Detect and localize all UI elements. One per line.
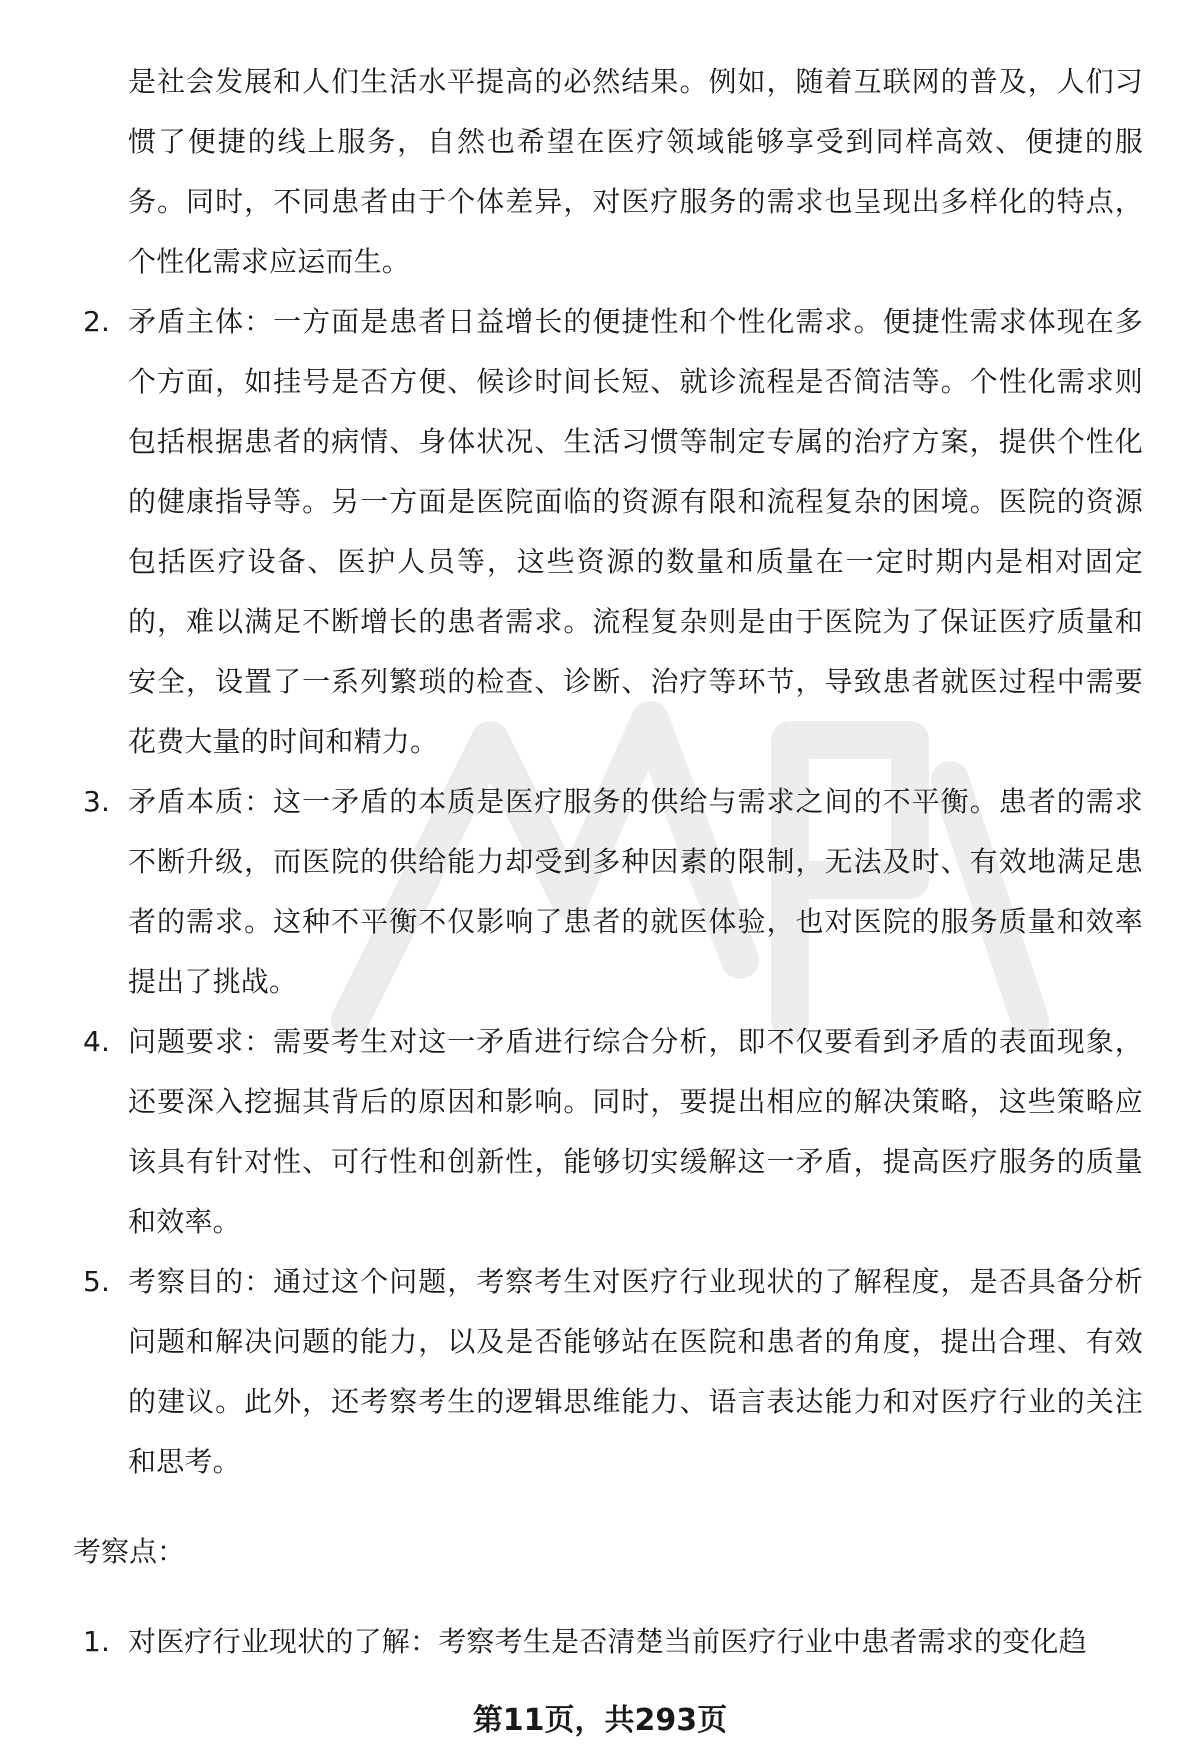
list-item <box>76 1012 1143 1252</box>
page-content <box>73 52 1156 1672</box>
list-item <box>76 772 1143 1012</box>
list-item-text: 考察目的：通过这个问题，考察考生对医疗行业现状的了解程度，是否具备分析问题和解决问题的能力，以及是否能够站在医院和患者的角度，提出合理、有效的建议。此外，还考察考生的逻辑思维能力、语言表达能力和对医疗行业的关注和思考。 <box>128 1265 1143 1478</box>
list-item-text: 矛盾本质：这一矛盾的本质是医疗服务的供给与需求之间的不平衡。患者的需求不断升级，而医院的供给能力却受到多种因素的限制，无法及时、有效地满足患者的需求。这种不平衡不仅影响了患者的就医体验，也对医院的服务质量和效率提出了挑战。 <box>128 785 1143 998</box>
list-item-number: 5. <box>83 1265 111 1298</box>
numbered-list <box>76 292 1156 1492</box>
list-item-number: 1. <box>83 1625 111 1658</box>
list-item-text: 矛盾主体：一方面是患者日益增长的便捷性和个性化需求。便捷性需求体现在多个方面，如挂号是否方便、候诊时间长短、就诊流程是否简洁等。个性化需求则包括根据患者的病情、身体状况、生活习惯等制定专属的治疗方案，提供个性化的健康指导等。另一方面是医院面临的资源有限和流程复杂的困境。医院的资源包括医疗设备、医护人员等，这些资源的数量和质量在一定时期内是相对固定的，难以满足不断增长的患者需求。流程复杂则是由于医院为了保证医疗质量和安全，设置了一系列繁琐的检查、诊断、治疗等环节，导致患者就医过程中需要花费大量的时间和精力。 <box>128 305 1143 758</box>
list-item <box>76 1252 1143 1492</box>
numbered-list-2 <box>76 1612 1156 1672</box>
list-item <box>76 1612 1143 1672</box>
list-item-number: 2. <box>83 305 111 338</box>
list-item-number: 3. <box>83 785 111 818</box>
list-item-text: 对医疗行业现状的了解：考察考生是否清楚当前医疗行业中患者需求的变化趋 <box>128 1625 1087 1658</box>
intro-paragraph: 是社会发展和人们生活水平提高的必然结果。例如，随着互联网的普及，人们习惯了便捷的线上服务，自然也希望在医疗领域能够享受到同样高效、便捷的服务。同时，不同患者由于个体差异，对医疗服务的需求也呈现出多样化的特点，个性化需求应运而生。 <box>128 65 1143 278</box>
list-item <box>76 292 1143 772</box>
list-item-text: 问题要求：需要考生对这一矛盾进行综合分析，即不仅要看到矛盾的表面现象，还要深入挖掘其背后的原因和影响。同时，要提出相应的解决策略，这些策略应该具有针对性、可行性和创新性，能够切实缓解这一矛盾，提高医疗服务的质量和效率。 <box>128 1025 1143 1238</box>
section-heading: 考察点： <box>73 1535 186 1568</box>
page-number-footer: 第11页，共293页 <box>472 1703 728 1738</box>
list-item-number: 4. <box>83 1025 111 1058</box>
